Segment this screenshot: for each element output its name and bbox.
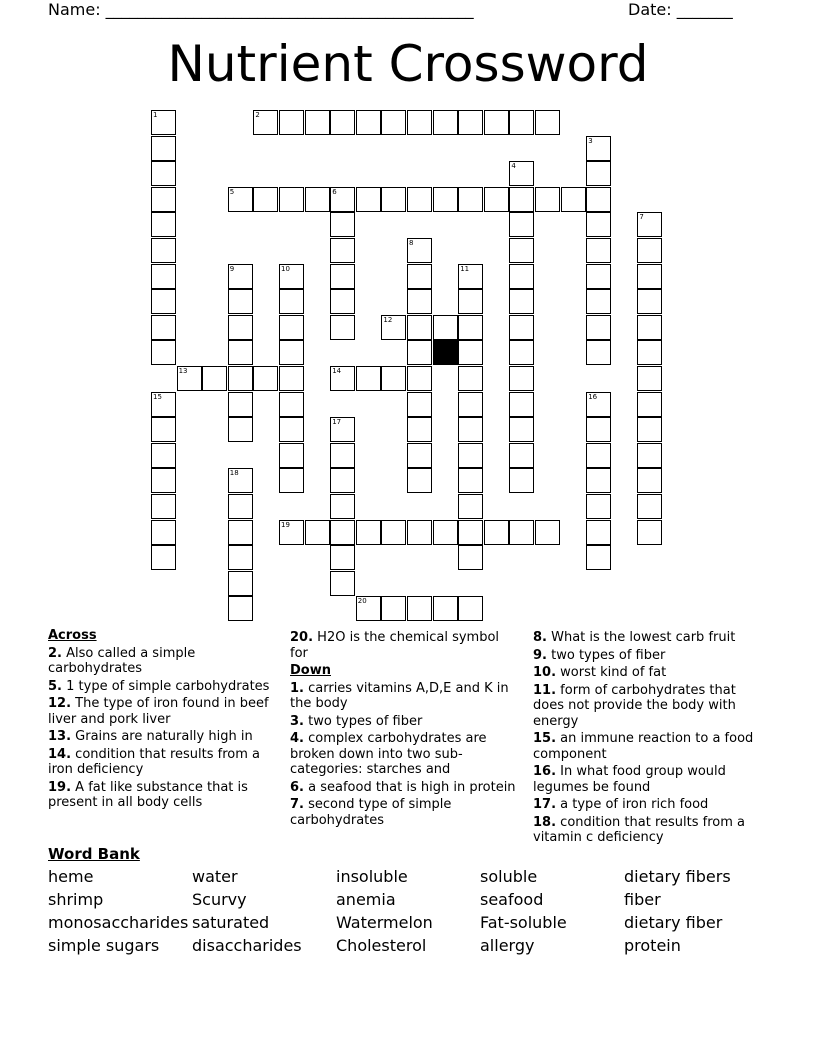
clue-number-label: 5 (229, 187, 235, 196)
crossword-cell[interactable] (586, 468, 611, 493)
crossword-cell[interactable] (407, 443, 432, 468)
clues-column-2 (290, 628, 516, 830)
clue-down-10: 10. worst kind of fat (533, 665, 667, 680)
word-bank-item: insoluble (336, 867, 408, 886)
crossword-cell[interactable] (407, 187, 432, 212)
crossword-cell[interactable] (586, 289, 611, 314)
word-bank (48, 868, 768, 955)
crossword-cell[interactable] (433, 315, 458, 340)
crossword-cell[interactable] (458, 392, 483, 417)
crossword-cell[interactable] (586, 417, 611, 442)
crossword-cell[interactable] (407, 264, 432, 289)
word-bank-item: Watermelon (336, 913, 433, 932)
crossword-cell[interactable] (151, 212, 176, 237)
crossword-cell[interactable] (509, 315, 534, 340)
page-title: Nutrient Crossword (167, 35, 649, 93)
clue-number-label: 4 (511, 162, 516, 171)
crossword-cell[interactable] (279, 315, 304, 340)
crossword-cell[interactable] (305, 110, 330, 135)
crossword-cell[interactable] (228, 315, 253, 340)
crossword-cell[interactable] (228, 289, 253, 314)
crossword-cell[interactable] (509, 366, 534, 391)
crossword-cell[interactable] (279, 417, 304, 442)
crossword-cell[interactable] (458, 340, 483, 365)
crossword-cell[interactable] (586, 187, 611, 212)
crossword-cell[interactable] (407, 340, 432, 365)
word-bank-item: seafood (480, 890, 544, 909)
crossword-cell[interactable] (458, 417, 483, 442)
crossword-cell[interactable] (509, 392, 534, 417)
crossword-cell[interactable] (228, 417, 253, 442)
clue-across-20: 20. H2O is the chemical symbol for (290, 630, 500, 661)
crossword-cell[interactable] (407, 596, 432, 621)
crossword-cell[interactable] (407, 417, 432, 442)
clue-down-1: 1. carries vitamins A,D,E and K in the body (290, 680, 509, 711)
crossword-cell[interactable] (586, 161, 611, 186)
crossword-cell[interactable] (637, 494, 662, 519)
crossword-cell[interactable] (279, 187, 304, 212)
clue-across-12: 12. The type of iron found in beef liver and pork liver (48, 696, 269, 727)
crossword-cell[interactable] (330, 494, 355, 519)
crossword-cell[interactable] (458, 315, 483, 340)
clue-number-label: 17 (332, 418, 342, 427)
clue-across-5: 5. 1 type of simple carbohydrates (48, 678, 270, 694)
crossword-cell[interactable] (305, 520, 330, 545)
clue-number-label: 14 (332, 367, 342, 375)
crossword-cell[interactable] (330, 545, 355, 570)
crossword-cell[interactable] (458, 494, 483, 519)
crossword-cell[interactable] (586, 212, 611, 237)
crossword-cell[interactable] (381, 596, 406, 621)
crossword-cell[interactable] (151, 443, 176, 468)
crossword-cell[interactable] (330, 443, 355, 468)
crossword-cell[interactable] (330, 571, 355, 596)
crossword-cell[interactable] (458, 289, 483, 314)
crossword-cell[interactable] (458, 596, 483, 621)
crossword-cell[interactable] (458, 366, 483, 391)
crossword-cell[interactable] (509, 110, 534, 135)
crossword-cell[interactable] (151, 494, 176, 519)
crossword-cell[interactable] (637, 443, 662, 468)
clue-number-label: 3 (588, 136, 593, 145)
clues-column-3 (533, 628, 767, 848)
crossword-cell[interactable] (330, 110, 355, 135)
crossword-cell[interactable] (637, 264, 662, 289)
clue-number-label: 6 (332, 187, 337, 196)
crossword-cell[interactable] (509, 443, 534, 468)
crossword-cell[interactable] (228, 520, 253, 545)
crossword-cell[interactable] (381, 366, 406, 391)
word-bank-item: monosaccharides (48, 913, 189, 932)
crossword-cell[interactable] (228, 340, 253, 365)
clue-number-label: 2 (255, 111, 260, 119)
word-bank-item: heme (48, 867, 94, 886)
crossword-cell[interactable] (637, 520, 662, 545)
crossword-cell[interactable] (330, 212, 355, 237)
crossword-cell[interactable] (330, 289, 355, 314)
word-bank-item: dietary fibers (624, 867, 731, 886)
crossword-cell[interactable] (637, 366, 662, 391)
word-bank-item: disaccharides (192, 936, 302, 955)
crossword-cell[interactable] (330, 264, 355, 289)
clue-number-label: 9 (229, 264, 235, 273)
crossword-cell[interactable] (509, 340, 534, 365)
crossword-cell[interactable] (279, 340, 304, 365)
clue-across-13: 13. Grains are naturally high in (48, 729, 253, 744)
word-bank-title: Word Bank (48, 845, 140, 863)
crossword-cell[interactable] (407, 392, 432, 417)
clue-down-16: 16. In what food group would legumes be found (533, 764, 726, 795)
crossword-cell[interactable] (535, 187, 560, 212)
crossword-cell[interactable] (586, 340, 611, 365)
crossword-cell[interactable] (279, 392, 304, 417)
crossword-cell[interactable] (253, 366, 278, 391)
crossword-cell[interactable] (407, 468, 432, 493)
clue-down-7: 7. second type of simple carbohydrates (290, 797, 452, 828)
word-bank-item: soluble (480, 867, 538, 886)
crossword-cell[interactable] (228, 494, 253, 519)
crossword-cell[interactable] (535, 520, 560, 545)
crossword-cell[interactable] (151, 468, 176, 493)
crossword-cell[interactable] (509, 238, 534, 263)
crossword-cell[interactable] (458, 110, 483, 135)
crossword-cell[interactable] (279, 110, 304, 135)
clue-number-label: 7 (639, 213, 644, 222)
clue-down-15: 15. an immune reaction to a food component (533, 731, 754, 762)
crossword-cell[interactable] (279, 289, 304, 314)
crossword-cell[interactable] (509, 520, 534, 545)
crossword-cell[interactable] (509, 468, 534, 493)
crossword-cell[interactable] (509, 187, 534, 212)
clue-number-label: 13 (178, 367, 188, 375)
crossword-cell[interactable] (151, 264, 176, 289)
clues-column-1 (48, 628, 280, 813)
clue-number-label: 19 (281, 520, 290, 529)
clue-number-label: 16 (588, 392, 598, 401)
crossword-cell[interactable] (381, 110, 406, 135)
crossword-cell[interactable] (356, 110, 381, 135)
word-bank-item: protein (624, 936, 681, 955)
clue-across-2: 2. Also called a simple carbohydrates (48, 645, 196, 676)
clue-down-11: 11. form of carbohydrates that does not provide the body with energy (533, 682, 736, 729)
crossword-cell[interactable] (151, 161, 176, 186)
crossword-cell[interactable] (586, 238, 611, 263)
clue-down-4: 4. complex carbohydrates are broken down into two sub-categories: starches and (290, 731, 487, 777)
word-bank-item: shrimp (48, 890, 104, 909)
across-heading: Across (48, 628, 97, 643)
crossword-cell[interactable] (637, 392, 662, 417)
crossword-cell[interactable] (228, 545, 253, 570)
down-heading: Down (290, 663, 331, 678)
clue-number-label: 18 (229, 469, 239, 478)
crossword-cell[interactable] (228, 596, 253, 621)
crossword-cell[interactable] (330, 520, 355, 545)
word-bank-item: Scurvy (192, 890, 247, 909)
crossword-cell[interactable] (228, 366, 253, 391)
crossword-cell[interactable] (535, 110, 560, 135)
clue-number-label: 1 (153, 111, 158, 119)
crossword-cell[interactable] (407, 289, 432, 314)
clue-down-18: 18. condition that results from a vitamin c deficiency (533, 814, 745, 845)
crossword-cell[interactable] (458, 443, 483, 468)
clue-down-8: 8. What is the lowest carb fruit (533, 630, 736, 645)
crossword-cell[interactable] (509, 264, 534, 289)
crossword-cell[interactable] (151, 136, 176, 161)
crossword-black-cell (433, 340, 458, 365)
crossword-cell[interactable] (151, 545, 176, 570)
crossword-cell[interactable] (433, 110, 458, 135)
crossword-cell[interactable] (586, 264, 611, 289)
crossword-cell[interactable] (305, 187, 330, 212)
clue-number-label: 10 (281, 264, 290, 273)
crossword-cell[interactable] (586, 315, 611, 340)
crossword-cell[interactable] (586, 545, 611, 570)
clue-number-label: 15 (153, 392, 162, 401)
crossword-cell[interactable] (279, 468, 304, 493)
crossword-cell[interactable] (151, 315, 176, 340)
crossword-cell[interactable] (484, 187, 509, 212)
crossword-cell[interactable] (637, 315, 662, 340)
crossword-cell[interactable] (637, 289, 662, 314)
crossword-cell[interactable] (151, 238, 176, 263)
crossword-cell[interactable] (586, 494, 611, 519)
word-bank-item: dietary fiber (624, 913, 723, 932)
clue-down-3: 3. two types of fiber (290, 713, 423, 729)
crossword-cell[interactable] (356, 366, 381, 391)
word-bank-item: saturated (192, 913, 270, 932)
crossword-cell[interactable] (509, 289, 534, 314)
clue-number-label: 20 (357, 597, 367, 606)
name-field[interactable]: Name: ______________________________________________ (48, 0, 474, 19)
word-bank-item: simple sugars (48, 936, 160, 955)
crossword-cell[interactable] (458, 520, 483, 545)
crossword-cell[interactable] (407, 366, 432, 391)
crossword-cell[interactable] (151, 520, 176, 545)
clue-number-label: 12 (383, 315, 393, 324)
word-bank-item: Fat-soluble (480, 913, 567, 932)
crossword-cell[interactable] (253, 187, 278, 212)
clue-number-label: 8 (409, 239, 414, 247)
clue-across-19: 19. A fat like substance that is present in all body cells (48, 779, 248, 810)
crossword-cell[interactable] (228, 571, 253, 596)
crossword-cell[interactable] (637, 238, 662, 263)
clue-number-label: 11 (460, 264, 470, 273)
crossword-cell[interactable] (433, 520, 458, 545)
crossword-cell[interactable] (356, 187, 381, 212)
crossword-cell[interactable] (151, 417, 176, 442)
crossword-cell[interactable] (356, 520, 381, 545)
word-bank-item: anemia (336, 890, 396, 909)
crossword-cell[interactable] (151, 187, 176, 212)
crossword-cell[interactable] (330, 315, 355, 340)
date-field[interactable]: Date: _______ (628, 0, 733, 19)
crossword-cell[interactable] (586, 443, 611, 468)
word-bank-item: allergy (480, 936, 535, 955)
crossword-cell[interactable] (484, 520, 509, 545)
crossword-cell[interactable] (637, 417, 662, 442)
crossword-cell[interactable] (407, 520, 432, 545)
crossword-cell[interactable] (151, 289, 176, 314)
crossword-cell[interactable] (433, 596, 458, 621)
crossword-cell[interactable] (381, 187, 406, 212)
word-bank-item: fiber (624, 890, 661, 909)
word-bank-item: Cholesterol (336, 936, 427, 955)
crossword-cell[interactable] (509, 212, 534, 237)
crossword-cell[interactable] (637, 468, 662, 493)
crossword-cell[interactable] (458, 187, 483, 212)
crossword-cell[interactable] (458, 468, 483, 493)
crossword-cell[interactable] (509, 417, 534, 442)
crossword-cell[interactable] (637, 340, 662, 365)
crossword-cell[interactable] (151, 340, 176, 365)
clue-down-17: 17. a type of iron rich food (533, 797, 709, 812)
crossword-cell[interactable] (484, 110, 509, 135)
word-bank-item: water (192, 867, 238, 886)
crossword-cell[interactable] (279, 366, 304, 391)
crossword-cell[interactable] (561, 187, 586, 212)
clue-down-9: 9. two types of fiber (533, 647, 666, 663)
crossword-cell[interactable] (586, 520, 611, 545)
crossword-cell[interactable] (279, 443, 304, 468)
crossword-cell[interactable] (458, 545, 483, 570)
clue-across-14: 14. condition that results from a iron deficiency (48, 746, 260, 777)
crossword-cell[interactable] (381, 520, 406, 545)
crossword-cell[interactable] (407, 315, 432, 340)
crossword-cell[interactable] (330, 468, 355, 493)
crossword-cell[interactable] (330, 238, 355, 263)
crossword-cell[interactable] (202, 366, 227, 391)
clue-down-6: 6. a seafood that is high in protein (290, 779, 516, 795)
crossword-cell[interactable] (228, 392, 253, 417)
crossword-cell[interactable] (433, 187, 458, 212)
crossword-cell[interactable] (407, 110, 432, 135)
